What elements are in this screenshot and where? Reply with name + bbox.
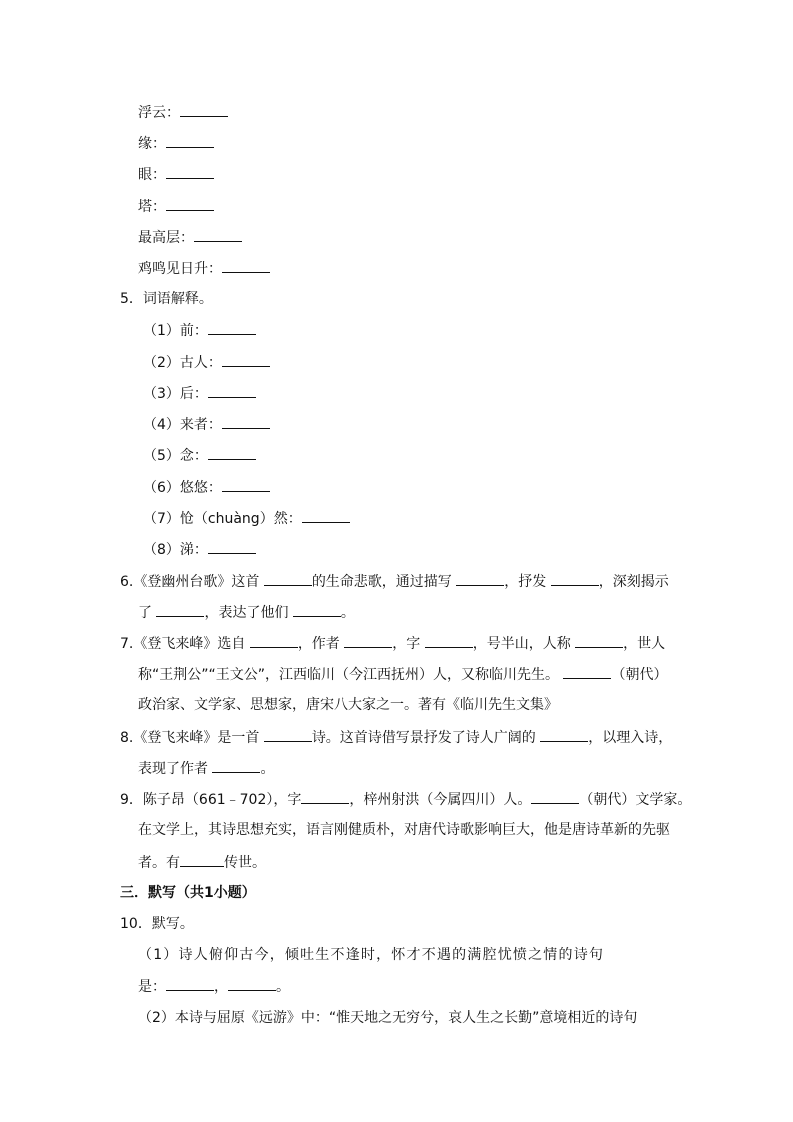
answer-blank[interactable] xyxy=(425,633,473,648)
q6-line-1: 6.《登幽州台歌》这首 的生命悲歌，通过描写 ，抒发 ，深刻揭示 xyxy=(120,571,669,592)
item-ta: 塔： xyxy=(138,196,214,217)
answer-blank[interactable] xyxy=(166,133,214,148)
answer-blank[interactable] xyxy=(264,571,312,586)
answer-blank[interactable] xyxy=(222,477,270,492)
q9-line-3: 者。有 传世。 xyxy=(138,852,266,873)
answer-blank[interactable] xyxy=(208,320,256,335)
answer-blank[interactable] xyxy=(563,664,611,679)
answer-blank[interactable] xyxy=(166,196,214,211)
answer-blank[interactable] xyxy=(575,633,623,648)
q5-item-8: （8）涕： xyxy=(143,539,256,560)
item-zuigaoceng: 最高层： xyxy=(138,227,242,248)
q5-title: 5．词语解释。 xyxy=(120,291,213,307)
answer-blank[interactable] xyxy=(208,445,256,460)
answer-blank[interactable] xyxy=(180,102,228,117)
answer-blank[interactable] xyxy=(250,633,298,648)
answer-blank[interactable] xyxy=(551,571,599,586)
q10-title: 10．默写。 xyxy=(120,916,194,932)
answer-blank[interactable] xyxy=(166,164,214,179)
answer-blank[interactable] xyxy=(212,758,260,773)
answer-blank[interactable] xyxy=(344,633,392,648)
q7-line-2: 称“王荆公”“王文公”，江西临川（今江西抚州）人，又称临川先生。 （朝代） xyxy=(138,664,667,685)
answer-blank[interactable] xyxy=(264,727,312,742)
q5-item-1: （1）前： xyxy=(143,320,256,341)
q8-line-1: 8.《登飞来峰》是一首 诗。这首诗借写景抒发了诗人广阔的 ，以理入诗， xyxy=(120,727,672,748)
answer-blank[interactable] xyxy=(194,227,242,242)
q5-item-3: （3）后： xyxy=(143,383,256,404)
answer-blank[interactable] xyxy=(208,539,256,554)
q9-line-2: 在文学上，其诗思想充实，语言刚健质朴，对唐代诗歌影响巨大，他是唐诗革新的先驱 xyxy=(138,822,670,838)
item-fuyun: 浮云： xyxy=(138,102,228,123)
q5-item-4: （4）来者： xyxy=(143,414,270,435)
answer-blank[interactable] xyxy=(228,976,276,991)
item-yan: 眼： xyxy=(138,164,214,185)
answer-blank[interactable] xyxy=(222,414,270,429)
answer-blank[interactable] xyxy=(222,258,270,273)
item-yuan: 缘： xyxy=(138,133,214,154)
q5-item-6: （6）悠悠： xyxy=(143,477,270,498)
q6-line-2: 了 ，表达了他们 。 xyxy=(138,602,355,623)
q5-item-2: （2）古人： xyxy=(143,352,270,373)
answer-blank[interactable] xyxy=(208,383,256,398)
q5-item-5: （5）念： xyxy=(143,445,256,466)
answer-blank[interactable] xyxy=(156,602,204,617)
answer-blank[interactable] xyxy=(293,602,341,617)
answer-blank[interactable] xyxy=(531,789,579,804)
q10-part-2: （2）本诗与屈原《远游》中：“惟天地之无穷兮，哀人生之长勤”意境相近的诗句 xyxy=(138,1010,638,1026)
answer-blank[interactable] xyxy=(540,727,588,742)
q9-line-1: 9．陈子昂（661﹣702），字 ，梓州射洪（今属四川）人。 （朝代）文学家。 xyxy=(120,789,691,810)
q5-item-7: （7）怆（chuàng）然： xyxy=(143,508,350,529)
section-heading: 三．默写（共1小题） xyxy=(120,885,256,901)
answer-blank[interactable] xyxy=(302,508,350,523)
item-jiming: 鸡鸣见日升： xyxy=(138,258,270,279)
q7-line-1: 7.《登飞来峰》选自 ，作者 ，字 ，号半山，人称 ，世人 xyxy=(120,633,665,654)
q10-part-1: （1）诗人俯仰古今，倾吐生不逢时，怀才不遇的满腔忧愤之情的诗句 xyxy=(138,947,605,963)
q8-line-2: 表现了作者 。 xyxy=(138,758,274,779)
answer-blank[interactable] xyxy=(301,789,349,804)
answer-blank[interactable] xyxy=(222,352,270,367)
answer-blank[interactable] xyxy=(166,976,214,991)
answer-blank[interactable] xyxy=(456,571,504,586)
answer-blank[interactable] xyxy=(180,852,224,867)
q7-line-3: 政治家、文学家、思想家，唐宋八大家之一。著有《临川先生文集》 xyxy=(138,697,558,713)
q10-part-1-answer: 是： ， 。 xyxy=(138,976,290,997)
